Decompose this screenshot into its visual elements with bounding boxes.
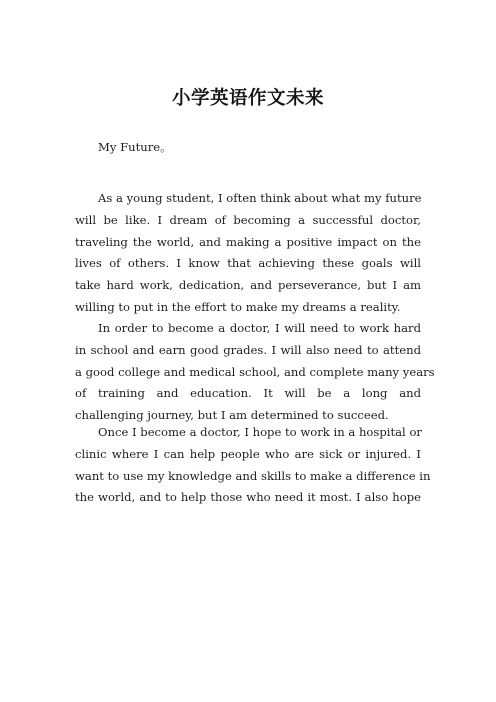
text-line: traveling the world, and making a positive impact on the (75, 234, 421, 249)
text-line: As a young student, I often think about what my future (98, 191, 422, 205)
text-line: want to use my knowledge and skills to make a difference in (75, 468, 431, 483)
text-line: lives of others. I know that achieving these goals will (75, 256, 421, 271)
text-line: In order to become a doctor, I will need to work hard (98, 321, 421, 335)
text-line: My Future。 (98, 140, 172, 154)
text-line: willing to put in the effort to make my dreams a reality. (75, 300, 401, 314)
text-line: Once I become a doctor, I hope to work in a hospital or (98, 425, 422, 439)
text-line: a good college and medical school, and complete many years (75, 364, 435, 379)
text-line: clinic where I can help people who are sick or injured. I (75, 446, 421, 461)
page-title: 小学英语作文未来 (171, 88, 324, 109)
text-line: will be like. I dream of becoming a successful doctor, (75, 212, 421, 227)
text-line: of training and education. It will be a long and (75, 386, 421, 401)
text-line: challenging journey, but I am determined to succeed. (75, 408, 389, 423)
text-line: the world, and to help those who need it most. I also hope (75, 490, 421, 505)
text-line: in school and earn good grades. I will also need to attend (75, 342, 421, 357)
text-line: take hard work, dedication, and perseverance, but I am (75, 278, 421, 293)
